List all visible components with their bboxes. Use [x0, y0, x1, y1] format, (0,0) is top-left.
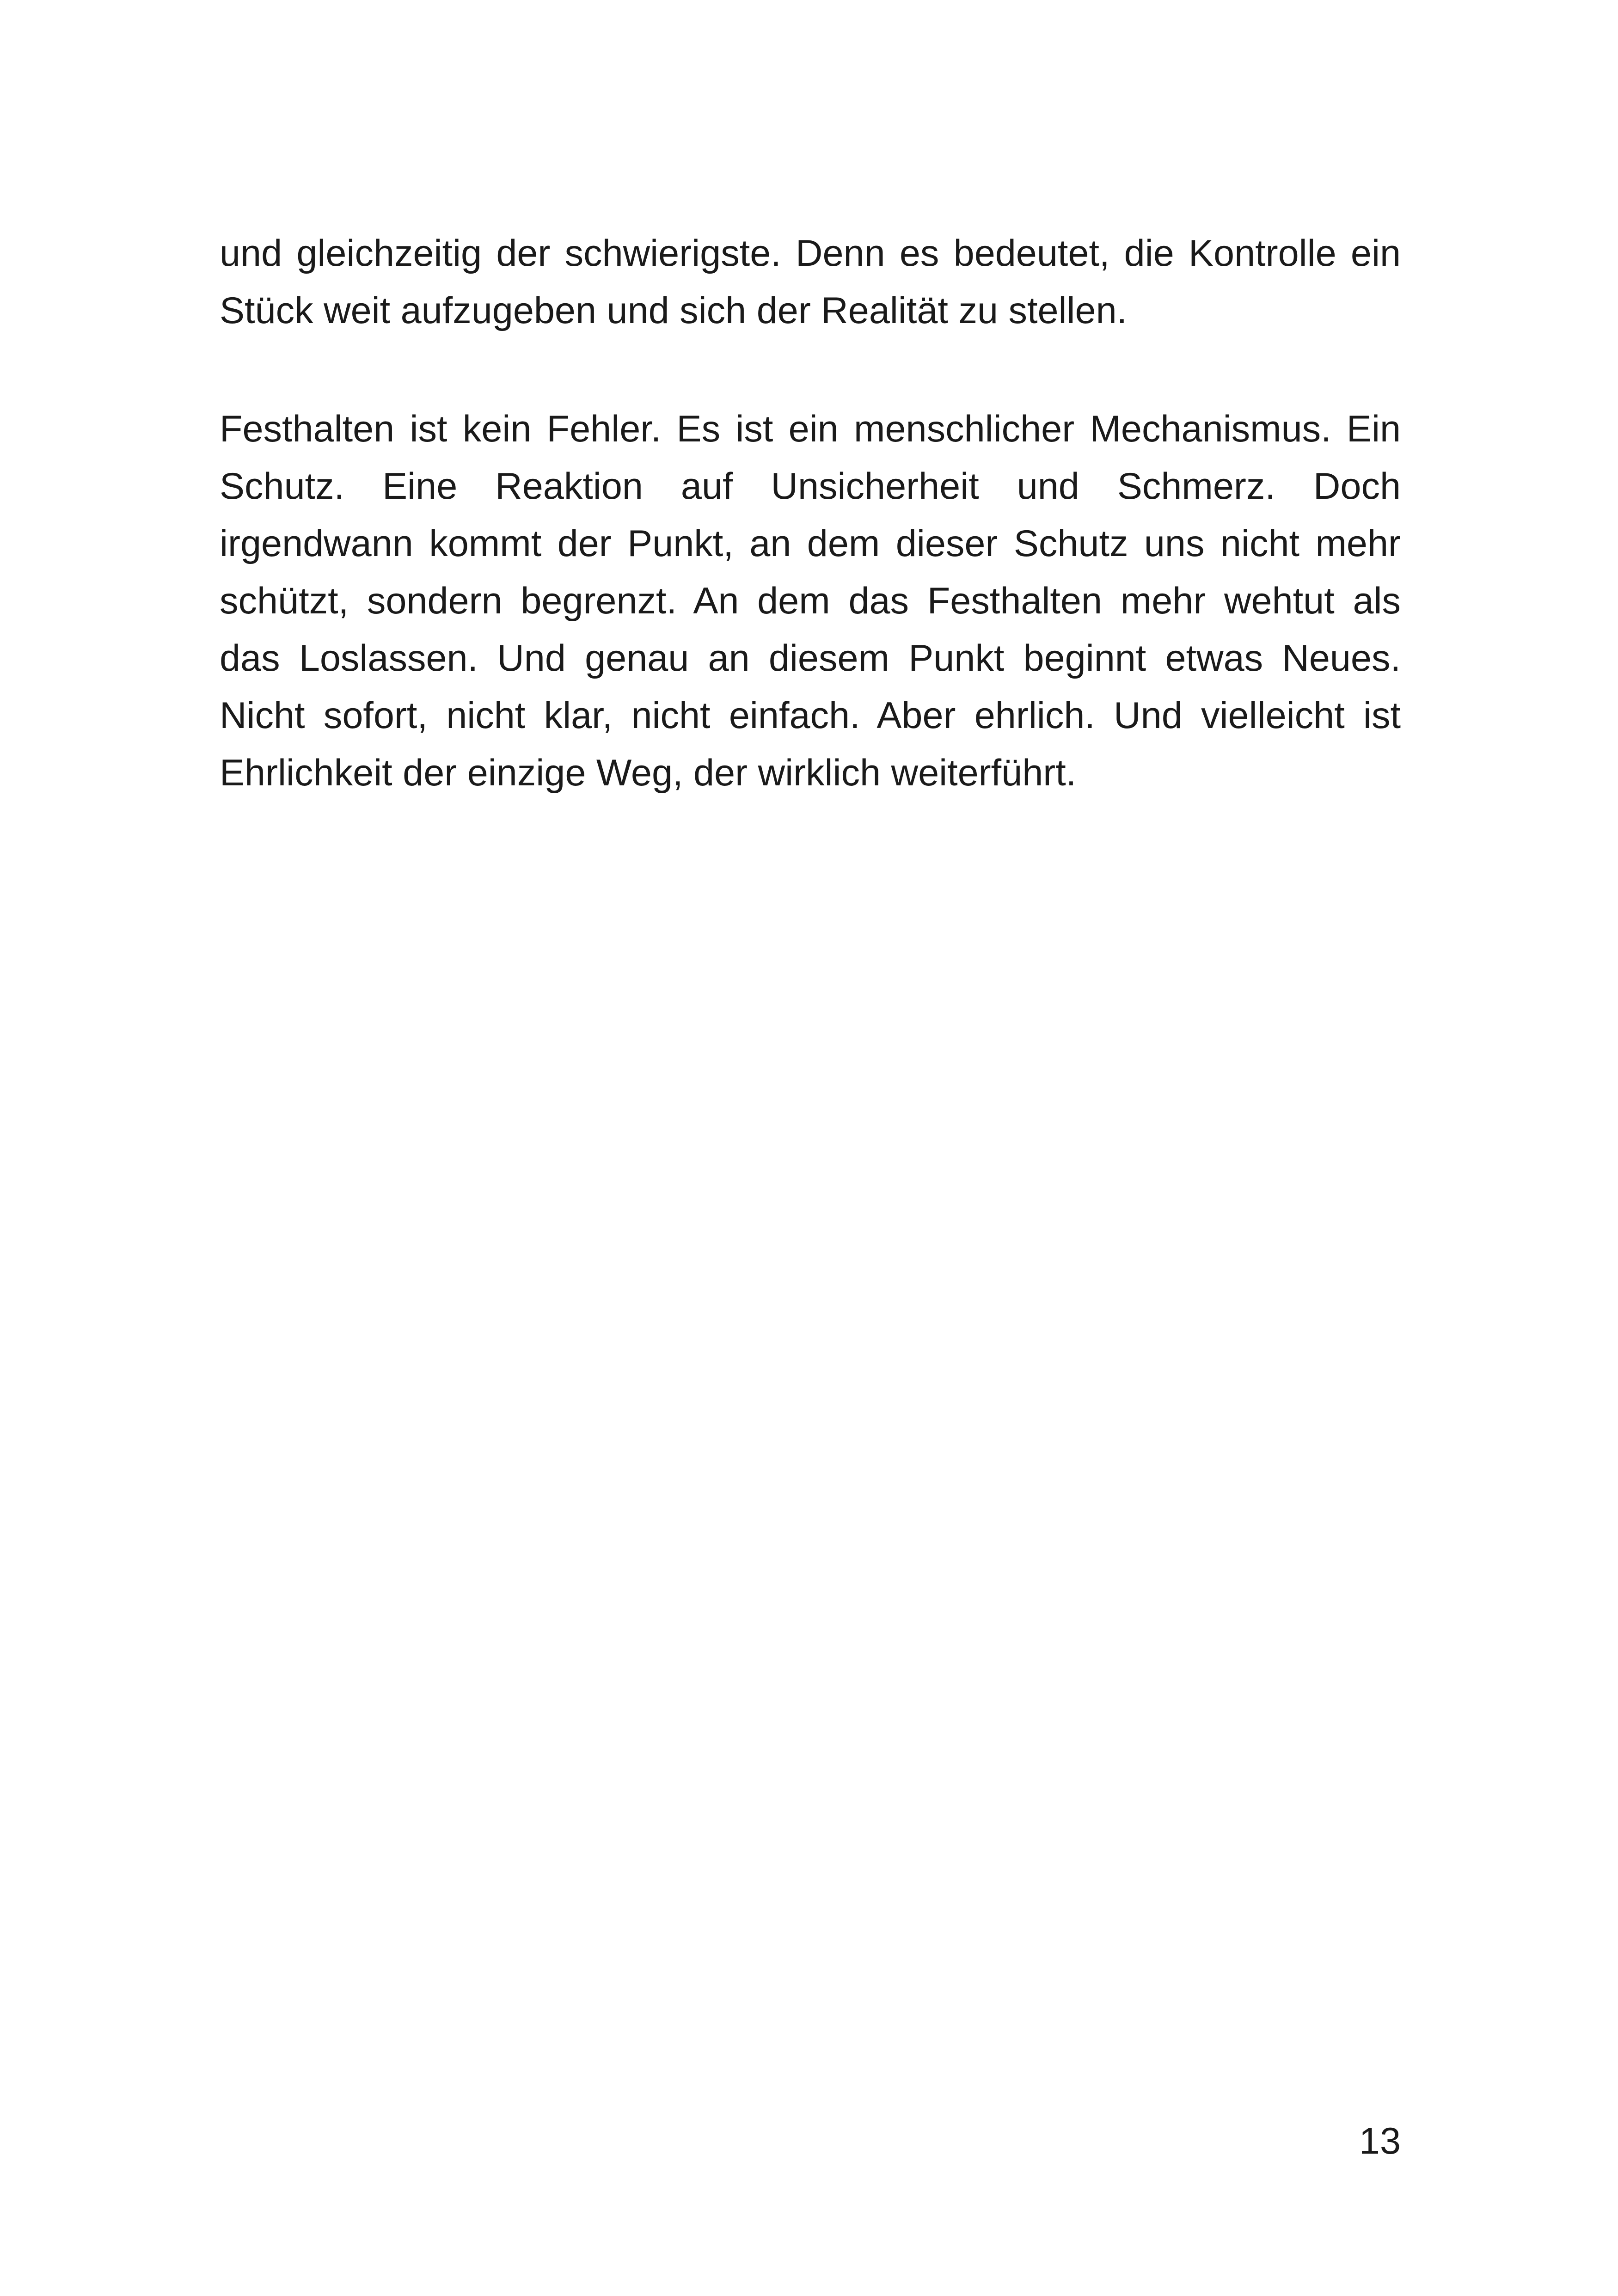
paragraph-line: Festhalten ist kein Fehler. Es ist ein menschlicher Mechanismus. Ein — [220, 408, 1401, 450]
paragraph-line: schützt, sondern begrenzt. An dem das Festhalten mehr wehtut als — [220, 580, 1401, 622]
paragraph-line: Schutz. Eine Reaktion auf Unsicherheit und Schmerz. Doch — [220, 465, 1401, 507]
paragraph-2 — [220, 400, 1401, 802]
paragraph-1 — [220, 225, 1401, 339]
paragraph-line: Nicht sofort, nicht klar, nicht einfach. Aber ehrlich. Und vielleicht ist — [220, 695, 1401, 736]
paragraph-line: und gleichzeitig der schwierigste. Denn es bedeutet, die Kontrolle ein — [220, 233, 1401, 274]
paragraph-line: irgendwann kommt der Punkt, an dem dieser Schutz uns nicht mehr — [220, 523, 1401, 564]
page-number: 13 — [1359, 2120, 1401, 2162]
paragraph-line: Stück weit aufzugeben und sich der Realität zu stellen. — [220, 290, 1128, 331]
paragraph-line: Ehrlichkeit der einzige Weg, der wirklich weiterführt. — [220, 752, 1077, 794]
paragraph-line: das Loslassen. Und genau an diesem Punkt beginnt etwas Neues. — [220, 637, 1401, 679]
